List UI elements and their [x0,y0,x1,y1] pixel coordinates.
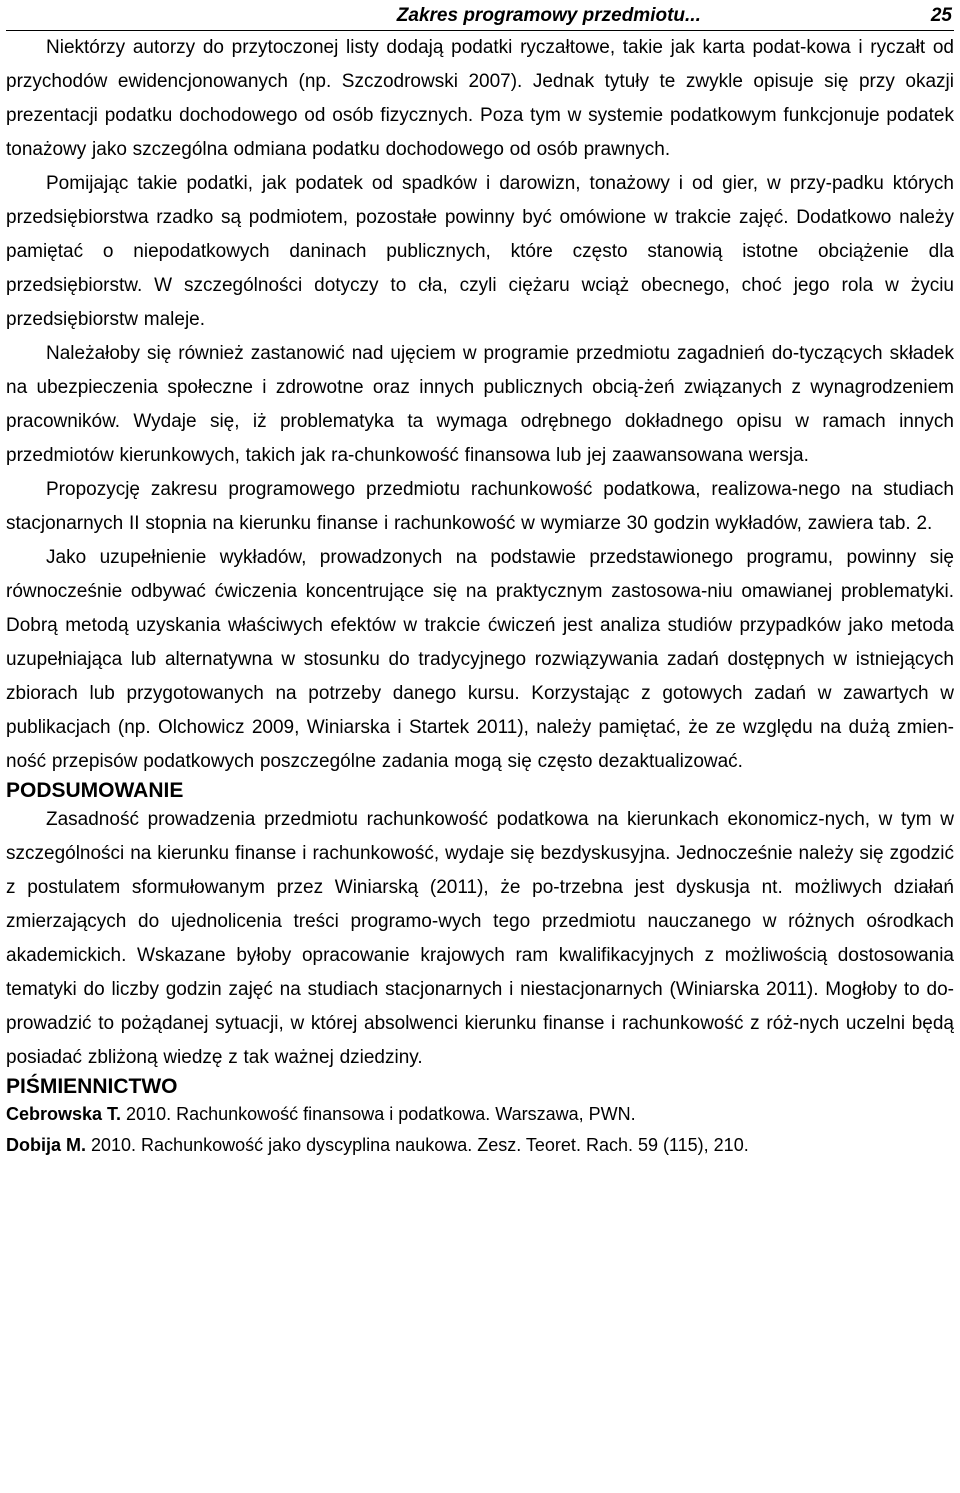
paragraph-1: Niektórzy autorzy do przytoczonej listy dodają podatki ryczałtowe, takie jak karta podat-kowa i ryczałt od przychodów ewidencjonowanych (np. Szczodrowski 2007). Jednak tytuły te zwykle opisuje się przy okazji prezentacji podatku dochodowego od osób fizycznych. Poza tym w systemie podatkowym funkcjonuje podatek tonażowy jako szczególna odmiana podatku dochodowego od osób prawnych. [6,37,954,160]
reference-item [6,1099,954,1130]
reference-item [6,1130,954,1161]
reference-author: Cebrowska T. [6,1104,122,1124]
running-header-title: Zakres programowy przedmiotu... [396,5,701,26]
paragraph-4: Propozycję zakresu programowego przedmiotu rachunkowość podatkowa, realizowa-nego na studiach stacjonarnych II stopnia na kierunku finanse i rachunkowość w wymiarze 30 godzin wykładów, zawiera tab. 2. [6,479,954,534]
reference-details: 2010. Rachunkowość jako dyscyplina naukowa. Zesz. Teoret. Rach. 59 (115), 210. [86,1135,749,1155]
reference-author: Dobija M. [6,1135,86,1155]
paragraph-3: Należałoby się również zastanowić nad ujęciem w programie przedmiotu zagadnień do-tyczących składek na ubezpieczenia społeczne i zdrowotne oraz innych publicznych obcią-żeń związanych z wynagrodzeniem pracowników. Wydaje się, iż problematyka ta wymaga odrębnego dokładnego opisu w ramach innych przedmiotów kierunkowych, takich jak ra-chunkowość finansowa lub jej zaawansowana wersja. [6,343,954,466]
summary-paragraph: Zasadność prowadzenia przedmiotu rachunkowość podatkowa na kierunkach ekonomicz-nych, w tym w szczególności na kierunku finanse i rachunkowość, wydaje się bezdyskusyjna. Jednocześnie należy się zgodzić z postulatem sformułowanym przez Winiarską (2011), że po-trzebna jest dyskusja nt. możliwych działań zmierzających do ujednolicenia treści programo-wych tego przedmiotu nauczanego w różnych ośrodkach akademickich. Wskazane byłoby opracowanie krajowych ram kwalifikacyjnych z możliwością dostosowania tematyki do liczby godzin zajęć na studiach stacjonarnych i niestacjonarnych (Winiarska 2011). Mogłoby to do-prowadzić to pożądanej sytuacji, w której absolwenci kierunku finanse i rachunkowość z róż-nych uczelni będą posiadać zbliżoną wiedzę z tak ważnej dziedziny. [6,809,954,1068]
page-number: 25 [930,5,952,26]
paragraph-2: Pomijając takie podatki, jak podatek od spadków i darowizn, tonażowy i od gier, w przy-padku których przedsiębiorstwa rzadko są podmiotem, pozostałe powinny być omówione w trakcie zajęć. Dodatkowo należy pamiętać o niepodatkowych daninach publicznych, które często stanowią istotne obciążenie dla przedsiębiorstw. W szczególności dotyczy to cła, czyli ciężaru wciąż obecnego, choć jego rola w życiu przedsiębiorstw maleje. [6,173,954,330]
paragraph-5: Jako uzupełnienie wykładów, prowadzonych na podstawie przedstawionego programu, powinny się równocześnie odbywać ćwiczenia koncentrujące się na praktycznym zastosowa-niu omawianej problematyki. Dobrą metodą uzyskania właściwych efektów w trakcie ćwiczeń jest analiza studiów przypadków jako metoda uzupełniająca lub alternatywna w stosunku do tradycyjnego rozwiązywania zadań dostępnych w istniejących zbiorach lub przygotowanych na potrzeby danego kursu. Korzystając z gotowych zadań w zawartych w publikacjach (np. Olchowicz 2009, Winiarska i Startek 2011), należy pamiętać, że ze względu na dużą zmien-ność przepisów podatkowych poszczególne zadania mogą się często dezaktualizować. [6,547,954,772]
summary-heading: PODSUMOWANIE [6,779,184,802]
reference-details: 2010. Rachunkowość finansowa i podatkowa. Warszawa, PWN. [121,1104,636,1124]
running-header [6,0,954,31]
references-heading: PIŚMIENNICTWO [6,1075,178,1098]
